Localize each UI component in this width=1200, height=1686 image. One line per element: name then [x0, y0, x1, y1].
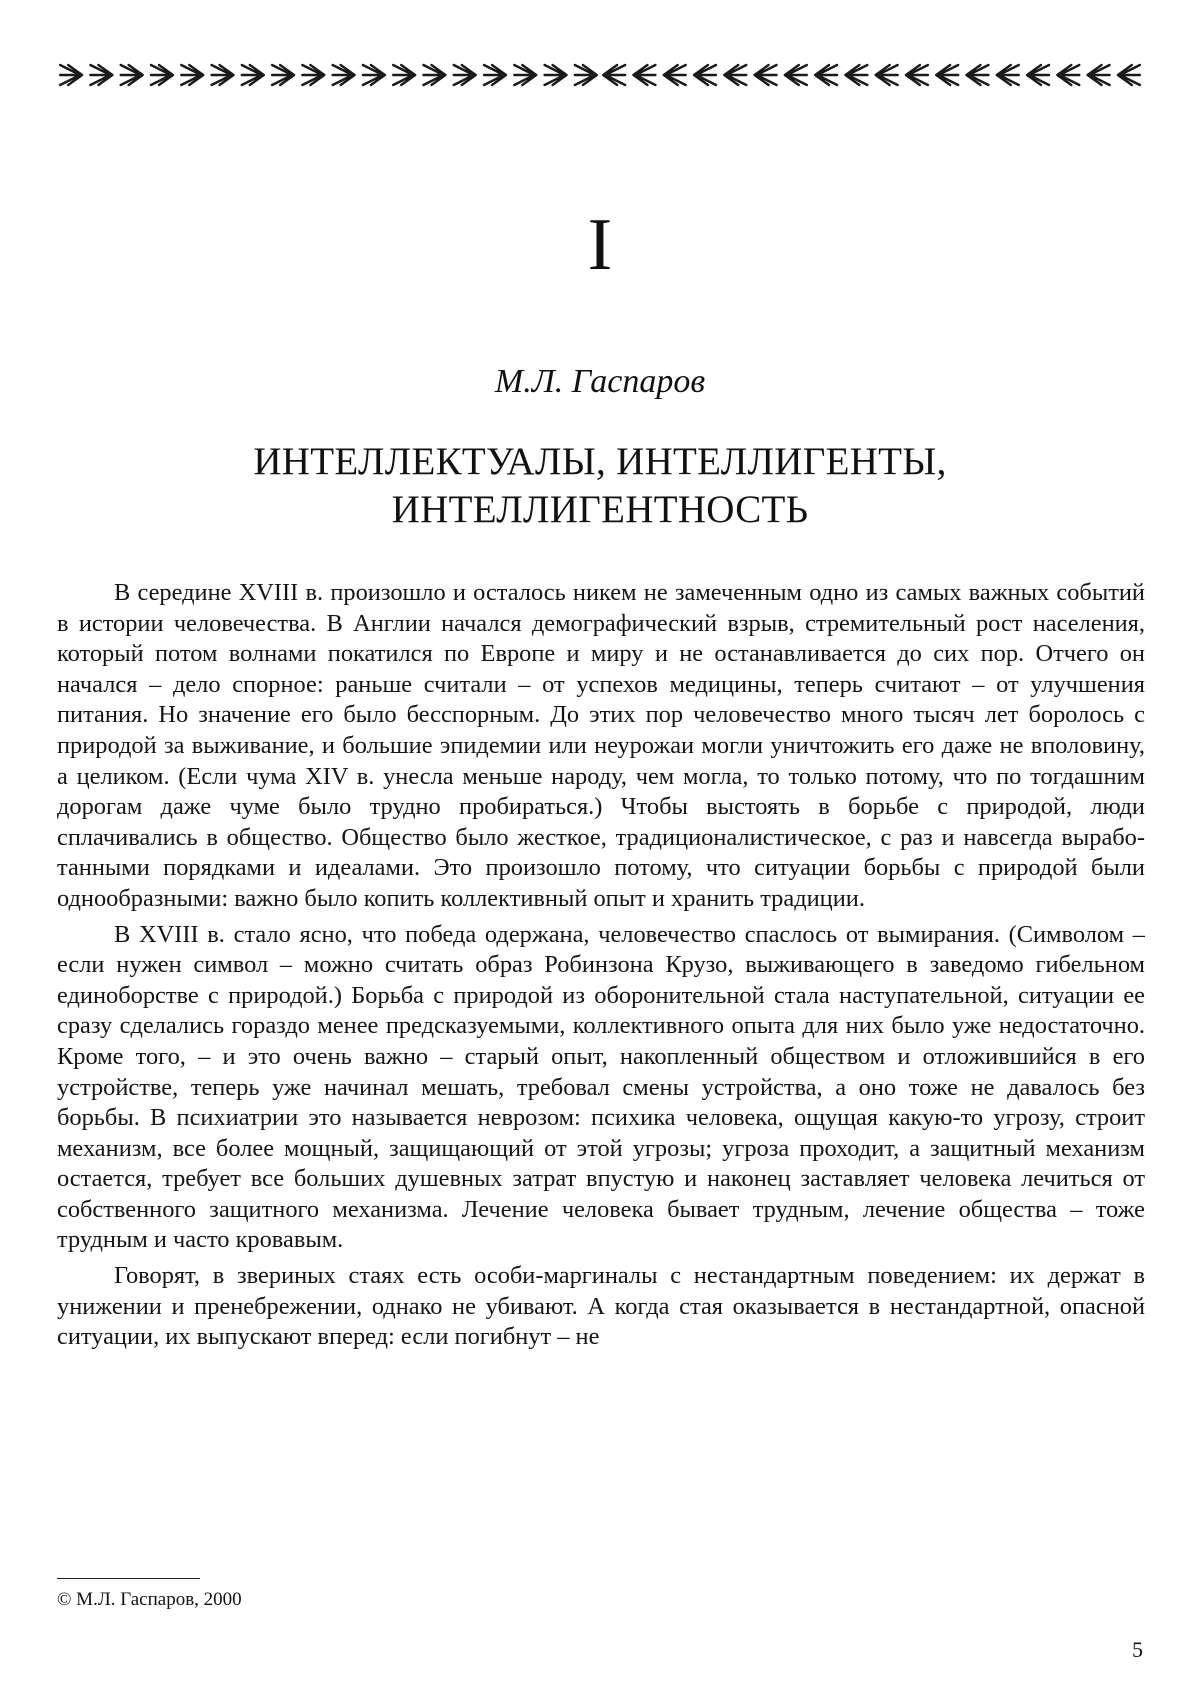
- ornament-motif: [664, 65, 686, 85]
- ornament-motif: [181, 65, 203, 85]
- ornament-border-icon: [55, 57, 1145, 93]
- paragraph: В середине XVIII в. произошло и осталось никем не замеченным одно из самых важных событий в истории человечества. В Англии начался демографический взрыв, стремительный рост населения, который потом волнами покатился по Ев­ропе и миру и не останавливается до сих пор. Отчего он начался – дело спорное: раньше считали – от успехов медицины, теперь считают – от улучшения питания. Но значение его было бесспорным. До этих пор человечество много тысяч лет бо­ролось с природой за выживание, и большие эпидемии или неурожаи могли унич­тожить его даже не вполовину, а целиком. (Если чума XIV в. унесла меньше наро­ду, чем могла, то только потому, что по тогдашним дорогам даже чуме было труд­но пробираться.) Чтобы выстоять в борьбе с природой, люди сплачивались в обще­ство. Общество было жесткое, традиционалистическое, с раз и навсегда вырабо­танными порядками и идеалами. Это произошло потому, что ситуации борьбы с природой были однообразными: важно было копить коллективный опыт и хранить традиции.: [57, 578, 1145, 915]
- article-title: [120, 438, 1080, 533]
- ornament-motif: [724, 65, 746, 85]
- title-line: ИНТЕЛЛЕКТУАЛЫ, ИНТЕЛЛИГЕНТЫ,: [120, 438, 1080, 486]
- footnote-divider: [57, 1578, 200, 1579]
- ornament-motif: [514, 65, 536, 85]
- ornament-motif: [272, 65, 294, 85]
- ornament-motif: [333, 65, 355, 85]
- ornament-motif: [121, 65, 143, 85]
- copyright-footnote: © М.Л. Гаспаров, 2000: [57, 1588, 242, 1612]
- ornament-motif: [454, 65, 476, 85]
- book-page: [0, 0, 1200, 1686]
- ornament-motif: [393, 65, 415, 85]
- ornament-motif: [484, 65, 506, 85]
- author-name: М.Л. Гаспаров: [0, 362, 1200, 403]
- ornament-motif: [845, 65, 867, 85]
- page-number: 5: [1132, 1638, 1143, 1662]
- ornament-motif: [876, 65, 898, 85]
- ornament-motif: [603, 65, 625, 85]
- ornament-motif: [997, 65, 1019, 85]
- ornament-motif: [815, 65, 837, 85]
- ornament-motif: [755, 65, 777, 85]
- title-line: ИНТЕЛЛИГЕНТНОСТЬ: [120, 486, 1080, 534]
- ornament-motif: [151, 65, 173, 85]
- ornament-motif: [575, 65, 597, 85]
- paragraph: В XVIII в. стало ясно, что победа одержана, человечество спаслось от вымира­ния. (Символом – если нужен символ – можно считать образ Робинзона Крузо, вы­живающего в заведомо гибельном единоборстве с природой.) Борьба с природой из оборонительной стала наступательной, ситуации ее сразу сделались гораздо менее предсказуемыми, коллективного опыта для них было уже недостаточно. Кроме то­го, – и это очень важно – старый опыт, накопленный обществом и отложившийся в его устройстве, теперь уже начинал мешать, требовал смены устройства, а оно то­же не давалось без борьбы. В психиатрии это называется неврозом: психика чело­века, ощущая какую-то угрозу, строит механизм, все более мощный, защищающий от этой угрозы; угроза проходит, а защитный механизм остается, требует все боль­ших душевных затрат впустую и наконец заставляет человека лечиться от собст­венного защитного механизма. Лечение человека бывает трудным, лечение общес­тва – тоже трудным и часто кровавым.: [57, 920, 1145, 1257]
- ornament-motif: [60, 65, 82, 85]
- ornament-motif: [633, 65, 655, 85]
- ornament-motif: [1118, 65, 1140, 85]
- ornament-motif: [212, 65, 234, 85]
- ornament-motif: [906, 65, 928, 85]
- ornament-motif: [242, 65, 264, 85]
- ornament-motif: [545, 65, 567, 85]
- ornament-motif: [302, 65, 324, 85]
- ornament-motif: [936, 65, 958, 85]
- chapter-numeral: I: [0, 208, 1200, 282]
- ornament-motif: [1027, 65, 1049, 85]
- ornament-motif: [785, 65, 807, 85]
- article-body: [57, 578, 1145, 1358]
- ornament-motif: [363, 65, 385, 85]
- ornament-motif: [1057, 65, 1079, 85]
- paragraph: Говорят, в звериных стаях есть особи-маргиналы с нестандартным поведением: их держат в унижении и пренебрежении, однако не убивают. А когда стая оказыва­ется в нестандартной, опасной ситуации, их выпускают вперед: если погибнут – не: [57, 1261, 1145, 1353]
- ornament-motif: [90, 65, 112, 85]
- ornament-motif: [694, 65, 716, 85]
- ornament-motif: [966, 65, 988, 85]
- ornament-motif: [1088, 65, 1110, 85]
- ornament-motif: [423, 65, 445, 85]
